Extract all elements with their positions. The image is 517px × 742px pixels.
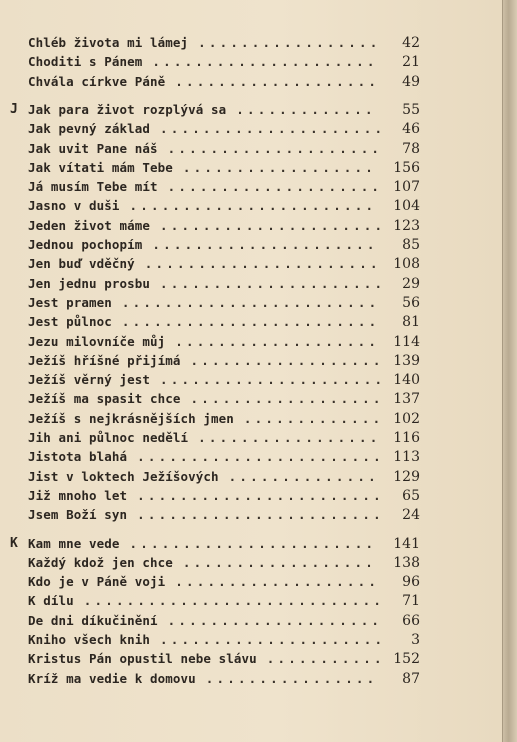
dot-leader: ................. (198, 35, 381, 50)
index-entry (0, 34, 420, 52)
entry-title: Jasno v duši (28, 198, 120, 214)
dot-leader: ..................... (160, 372, 386, 388)
index-entry (0, 554, 420, 572)
dot-leader: ....................... (137, 507, 384, 523)
index-entry (0, 73, 420, 91)
entry-title: Jak uvit Pane náš (28, 140, 158, 156)
dot-leader: ............. (236, 101, 376, 117)
entry-page-number: 71 (402, 593, 420, 610)
entry-title: Kríž ma vedie k domovu (28, 670, 196, 686)
index-entry (0, 487, 420, 505)
dot-leader: ........................ (121, 314, 380, 330)
index-entry (0, 53, 420, 71)
entry-page-number: 107 (393, 179, 420, 196)
entry-page-number: 55 (402, 101, 420, 118)
entry-title: Jak pevný základ (28, 121, 151, 137)
index-entry (0, 120, 420, 138)
dot-leader: ........................ (121, 294, 380, 310)
entry-title: Já musím Tebe mít (28, 179, 158, 195)
index-entry (0, 217, 420, 235)
section-letter: K (10, 535, 18, 551)
entry-title: De dni díkučinění (28, 612, 158, 628)
entry-page-number: 140 (393, 372, 420, 389)
index-entry (0, 313, 420, 331)
entry-page-number: 152 (393, 651, 420, 668)
entry-title: Choditi s Pánem (28, 54, 143, 70)
dot-leader: ..................... (152, 237, 378, 252)
entry-page-number: 116 (393, 430, 420, 446)
index-entry (0, 448, 420, 466)
entry-title: Jistota blahá (28, 449, 128, 465)
entry-page-number: 65 (402, 487, 420, 504)
dot-leader: ....................... (129, 535, 377, 551)
dot-leader: .................... (167, 612, 383, 628)
index-entry (0, 612, 420, 630)
index-entry (0, 670, 420, 688)
entry-page-number: 42 (402, 35, 420, 51)
dot-leader: .................. (182, 159, 376, 175)
entry-page-number: 24 (402, 507, 420, 524)
entry-page-number: 29 (402, 275, 420, 292)
index-entry (0, 333, 420, 351)
index-entry (0, 159, 420, 177)
entry-page-number: 46 (402, 121, 420, 138)
entry-title: Jezu milovníče můj (28, 333, 166, 349)
dot-leader: ................ (205, 670, 378, 686)
index-entry (0, 101, 420, 119)
index-entry (0, 631, 420, 649)
index-entry (0, 429, 420, 447)
entry-title: K dílu (28, 593, 74, 609)
dot-leader: ....................... (137, 487, 384, 503)
index-entry (0, 236, 420, 254)
entry-page-number: 102 (393, 410, 420, 427)
entry-title: Jen buď vděčný (28, 256, 135, 272)
dot-leader: ....................... (129, 198, 377, 214)
index-entry (0, 294, 420, 312)
entry-page-number: 104 (393, 198, 420, 215)
entry-page-number: 114 (393, 333, 420, 350)
index-entry (0, 275, 420, 293)
index-entry (0, 178, 420, 196)
dot-leader: .................... (167, 140, 383, 156)
dot-leader: .................. (190, 391, 384, 407)
entry-page-number: 3 (411, 632, 420, 648)
dot-leader: .................. (182, 554, 376, 570)
entry-page-number: 81 (402, 314, 420, 331)
index-entry (0, 650, 420, 668)
dot-leader: ..................... (160, 275, 386, 291)
dot-leader: ...................... (144, 256, 381, 272)
entry-page-number: 87 (402, 670, 420, 687)
dot-leader: ..................... (152, 54, 378, 70)
entry-title: Jest pramen (28, 294, 112, 310)
entry-page-number: 137 (393, 391, 420, 408)
entry-title: Jih ani půlnoc nedělí (28, 430, 189, 445)
entry-title: Jeden život máme (28, 217, 151, 233)
dot-leader: ................... (175, 333, 380, 349)
dot-leader: ..................... (160, 632, 386, 647)
section-letter: J (10, 101, 18, 117)
entry-title: Ježíš věrný jest (28, 372, 151, 388)
entry-page-number: 129 (393, 468, 420, 485)
entry-page-number: 66 (402, 612, 420, 629)
entry-page-number: 108 (393, 256, 420, 273)
entry-page-number: 49 (402, 73, 420, 90)
dot-leader: ..................... (160, 121, 386, 137)
index-entry (0, 255, 420, 273)
entry-page-number: 123 (393, 217, 420, 234)
entry-page-number: 85 (402, 237, 420, 253)
entry-title: Jak vítati mám Tebe (28, 159, 173, 175)
entry-page-number: 21 (402, 54, 420, 71)
entry-page-number: 139 (393, 352, 420, 369)
index-entry (0, 573, 420, 591)
index-entry (0, 197, 420, 215)
entry-title: Ježíš hříšné přijímá (28, 352, 181, 368)
book-binding (502, 0, 517, 742)
entry-title: Jednou pochopím (28, 237, 143, 252)
entry-title: Jak para život rozplývá sa (28, 101, 227, 117)
index-entry (0, 592, 420, 610)
entry-title: Kam mne vede (28, 535, 120, 551)
index-entry (0, 468, 420, 486)
index-entry (0, 390, 420, 408)
entry-title: Ježíš ma spasit chce (28, 391, 181, 407)
index-entry (0, 371, 420, 389)
entry-title: Každý kdož jen chce (28, 554, 173, 570)
dot-leader: ....................... (137, 449, 384, 465)
dot-leader: ................... (175, 73, 380, 89)
dot-leader: .................. (190, 352, 384, 368)
index-entry (0, 506, 420, 524)
entry-page-number: 96 (402, 574, 420, 591)
entry-title: Kristus Pán opustil nebe slávu (28, 651, 257, 667)
entry-page-number: 138 (393, 554, 420, 571)
index-entry (0, 410, 420, 428)
dot-leader: ................... (175, 574, 380, 590)
entry-title: Již mnoho let (28, 487, 128, 503)
entry-page-number: 113 (393, 449, 420, 466)
index-entry (0, 140, 420, 158)
entry-page-number: 56 (402, 294, 420, 311)
dot-leader: ............. (243, 410, 384, 426)
entry-title: Jsem Boží syn (28, 507, 128, 523)
entry-title: Kniho všech knih (28, 632, 151, 647)
dot-leader: ........... (266, 651, 385, 667)
index-entry (0, 352, 420, 370)
entry-title: Ježíš s nejkrásnějších jmen (28, 410, 234, 426)
entry-title: Jist v loktech Ježíšových (28, 468, 219, 484)
dot-leader: ............................ (83, 593, 385, 609)
entry-page-number: 156 (393, 159, 420, 176)
entry-page-number: 141 (393, 535, 420, 552)
entry-title: Jen jednu prosbu (28, 275, 151, 291)
entry-title: Chléb života mi lámej (28, 35, 189, 50)
entry-title: Jest půlnoc (28, 314, 112, 330)
dot-leader: .............. (228, 468, 379, 484)
entry-title: Kdo je v Páně voji (28, 574, 166, 590)
dot-leader: ..................... (160, 217, 386, 233)
dot-leader: ................. (198, 430, 381, 445)
dot-leader: .................... (167, 179, 383, 195)
entry-title: Chvála církve Páně (28, 73, 166, 89)
index-entry (0, 535, 420, 553)
entry-page-number: 78 (402, 140, 420, 157)
